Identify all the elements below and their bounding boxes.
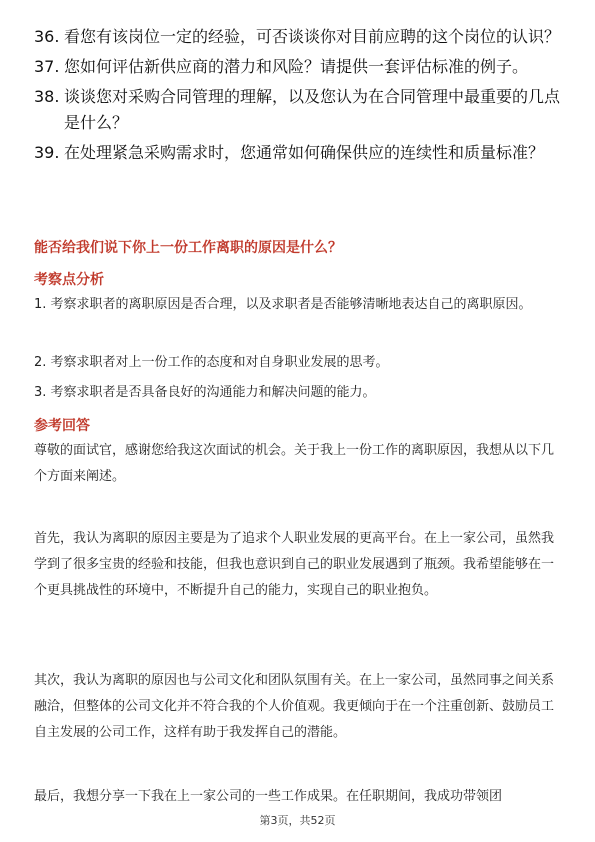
analysis-item: 3. 考察求职者是否具备良好的沟通能力和解决问题的能力。	[34, 385, 376, 400]
question-number: 38.	[34, 87, 60, 106]
question-heading: 能否给我们说下你上一份工作离职的原因是什么？	[34, 240, 342, 256]
answer-paragraph: 首先，我认为离职的原因主要是为了追求个人职业发展的更高平台。在上一家公司，虽然我学到了很多宝贵的经验和技能，但我也意识到自己的职业发展遇到了瓶颈。我希望能够在一个更具挑战性的环境中，不断提升自己的能力，实现自己的职业抱负。	[34, 531, 555, 598]
question-text: 看您有该岗位一定的经验，可否谈谈你对目前应聘的这个岗位的认识？	[64, 27, 561, 46]
analysis-item: 1. 考察求职者的离职原因是否合理，以及求职者是否能够清晰地表达自己的离职原因。	[34, 297, 532, 312]
question-number: 39.	[34, 143, 60, 162]
answer-paragraph: 最后，我想分享一下我在上一家公司的一些工作成果。在任职期间，我成功带领团	[34, 789, 503, 804]
question-number: 37.	[34, 57, 60, 76]
answer-paragraph: 尊敬的面试官，感谢您给我这次面试的机会。关于我上一份工作的离职原因，我想从以下几个方面来阐述。	[34, 443, 555, 484]
question-item	[34, 140, 564, 166]
page-footer: 第3页，共52页	[259, 814, 336, 827]
analysis-item: 2. 考察求职者对上一份工作的态度和对自身职业发展的思考。	[34, 355, 389, 370]
question-item	[34, 24, 564, 50]
analysis-heading: 考察点分析	[34, 272, 104, 288]
question-item	[34, 54, 564, 80]
question-text: 您如何评估新供应商的潜力和风险？请提供一套评估标准的例子。	[64, 57, 529, 76]
question-item	[34, 84, 564, 136]
question-text: 谈谈您对采购合同管理的理解，以及您认为在合同管理中最重要的几点是什么？	[64, 87, 561, 132]
answer-heading: 参考回答	[34, 418, 90, 434]
question-list	[34, 24, 564, 170]
question-number: 36.	[34, 27, 60, 46]
question-text: 在处理紧急采购需求时，您通常如何确保供应的连续性和质量标准？	[64, 143, 545, 162]
answer-paragraph: 其次，我认为离职的原因也与公司文化和团队氛围有关。在上一家公司，虽然同事之间关系融洽，但整体的公司文化并不符合我的个人价值观。我更倾向于在一个注重创新、鼓励员工自主发展的公司工作，这样有助于我发挥自己的潜能。	[34, 673, 555, 740]
